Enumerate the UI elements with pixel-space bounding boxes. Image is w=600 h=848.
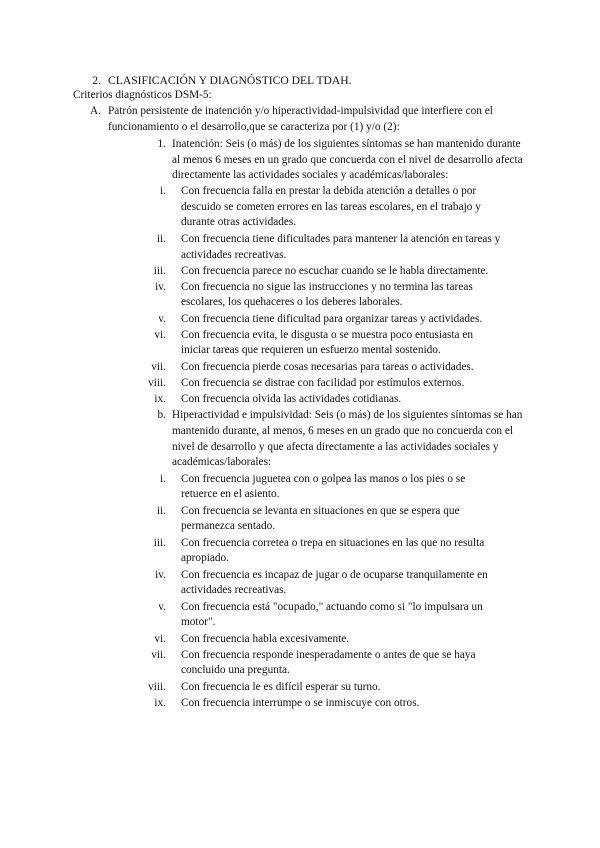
hyperactivity-item-text: Con frecuencia corretea o trepa en situaciones en las que no resulta [181, 537, 485, 549]
hyperactivity-item-text: Con frecuencia se levanta en situaciones en que se espera que [181, 505, 460, 517]
inattention-item-text: Con frecuencia tiene dificultades para mantener la atención en tareas y [181, 233, 501, 245]
inattention-line: al menos 6 meses en un grado que concuerda con el nivel de desarrollo afecta [172, 154, 523, 166]
hyperactivity-item-marker: viii. [148, 681, 166, 693]
inattention-line: directamente las actividades sociales y académicas/laborales: [172, 169, 449, 181]
hyperactivity-marker: b. [157, 409, 166, 421]
hyperactivity-item-text: Con frecuencia está "ocupado," actuando como si "lo impulsara un [181, 601, 483, 613]
inattention-line: Inatención: Seis (o más) de los siguientes síntomas se han mantenido durante [172, 138, 521, 150]
inattention-item-text: Con frecuencia no sigue las instrucciones y no termina las tareas [181, 281, 473, 293]
hyperactivity-item-text: apropiado. [181, 552, 229, 564]
inattention-item-text: Con frecuencia falla en prestar la debida atención a detalles o por [181, 185, 477, 197]
hyperactivity-item-marker: ii. [156, 505, 166, 517]
inattention-marker: 1. [157, 138, 166, 150]
inattention-item-marker: ix. [154, 393, 166, 405]
hyperactivity-line: mantenido durante, al menos, 6 meses en un grado que no concuerda con el [172, 425, 513, 437]
inattention-item-marker: iv. [155, 281, 166, 293]
criteria-intro: Criterios diagnósticos DSM-5: [73, 89, 212, 101]
section-title: CLASIFICACIÓN Y DIAGNÓSTICO DEL TDAH. [108, 74, 352, 87]
hyperactivity-item-marker: ix. [154, 697, 166, 709]
inattention-item-text: Con frecuencia se distrae con facilidad por estímulos externos. [181, 377, 465, 389]
inattention-item-text: Con frecuencia tiene dificultad para organizar tareas y actividades. [181, 313, 483, 325]
inattention-item-marker: i. [160, 185, 166, 197]
hyperactivity-item-marker: i. [160, 473, 166, 485]
inattention-item-marker: ii. [156, 233, 166, 245]
hyperactivity-item-text: Con frecuencia juguetea con o golpea las manos o los pies o se [181, 473, 466, 485]
inattention-item-text: iniciar tareas que requieren un esfuerzo mental sostenido. [181, 344, 441, 356]
hyperactivity-item-marker: iv. [155, 569, 166, 581]
hyperactivity-item-text: Con frecuencia interrumpe o se inmiscuye con otros. [181, 697, 420, 709]
inattention-item-text: Con frecuencia parece no escuchar cuando se le habla directamente. [181, 265, 489, 277]
inattention-item-text: Con frecuencia evita, le disgusta o se muestra poco entusiasta en [181, 329, 474, 341]
hyperactivity-item-marker: vii. [151, 649, 166, 661]
hyperactivity-item-text: motor". [181, 616, 216, 628]
hyperactivity-item-text: Con frecuencia habla excesivamente. [181, 633, 350, 645]
hyperactivity-item-text: concluido una pregunta. [181, 664, 290, 676]
hyperactivity-item-text: Con frecuencia le es difícil esperar su turno. [181, 681, 381, 693]
hyperactivity-item-text: Con frecuencia responde inesperadamente o antes de que se haya [181, 649, 476, 661]
inattention-item-text: Con frecuencia pierde cosas necesarias para tareas o actividades. [181, 361, 474, 373]
inattention-item-marker: viii. [148, 377, 166, 389]
hyperactivity-item-marker: vi. [154, 633, 166, 645]
inattention-item-text: escolares, los quehaceres o los deberes laborales. [181, 296, 403, 308]
hyperactivity-line: nivel de desarrollo y que afecta directamente a las actividades sociales y [172, 441, 499, 453]
criterion-a-line: funcionamiento o el desarrollo,que se caracteriza por (1) y/o (2): [108, 121, 400, 133]
inattention-item-marker: iii. [153, 265, 166, 277]
hyperactivity-item-text: permanezca sentado. [181, 520, 276, 532]
criterion-a-line: Patrón persistente de inatención y/o hiperactividad-impulsividad que interfiere con el [108, 105, 493, 117]
inattention-item-text: actividades recreativas. [181, 249, 287, 261]
hyperactivity-item-text: retuerce en el asiento. [181, 488, 280, 500]
inattention-item-text: durante otras actividades. [181, 216, 297, 228]
inattention-item-marker: vii. [151, 361, 166, 373]
hyperactivity-item-marker: v. [158, 601, 166, 613]
section-number: 2. [92, 74, 101, 87]
inattention-item-text: Con frecuencia olvida las actividades cotidianas. [181, 393, 402, 405]
hyperactivity-line: Hiperactividad e impulsividad: Seis (o más) de los siguientes síntomas se han [172, 409, 523, 421]
hyperactivity-line: académicas/laborales: [172, 456, 272, 468]
inattention-item-marker: v. [158, 313, 166, 325]
inattention-item-marker: vi. [154, 329, 166, 341]
hyperactivity-item-marker: iii. [153, 537, 166, 549]
hyperactivity-item-text: actividades recreativas. [181, 584, 287, 596]
criterion-a-marker: A. [90, 105, 101, 117]
inattention-item-text: descuido se cometen errores en las tareas escolares, en el trabajo y [181, 201, 481, 213]
hyperactivity-item-text: Con frecuencia es incapaz de jugar o de ocuparse tranquilamente en [181, 569, 488, 581]
